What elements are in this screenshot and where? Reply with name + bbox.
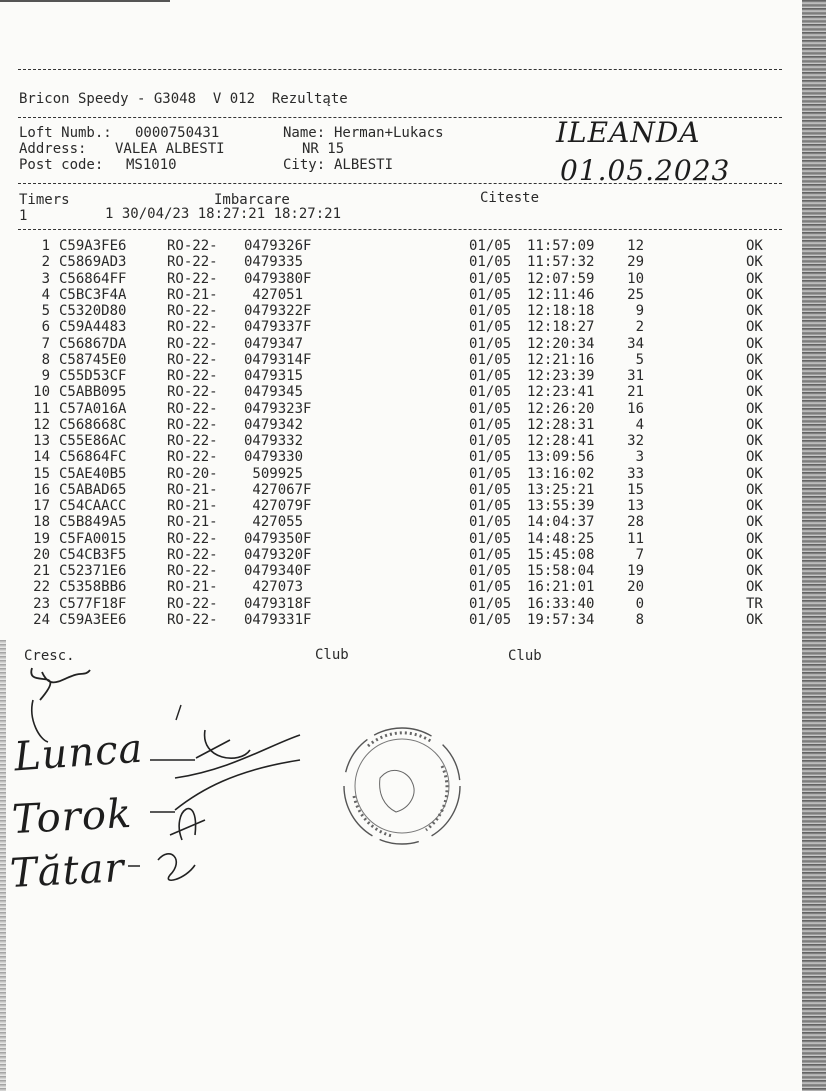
cell-num: 13 (627, 498, 644, 514)
cell-country: RO-21- (167, 286, 218, 303)
cell-num: 4 (635, 416, 644, 433)
cell-ring: C577F18F (59, 595, 127, 612)
cell-date: 01/05 (469, 514, 512, 531)
cell-status: OK (746, 498, 763, 514)
cell-code: 0479318F (244, 595, 312, 612)
cell-code: 0479332 (244, 433, 304, 449)
cell-status: OK (746, 481, 763, 498)
cell-status: OK (746, 303, 763, 319)
cell-date: 01/05 (469, 481, 512, 498)
cell-date: 01/05 (469, 368, 512, 384)
cell-country: RO-22- (167, 303, 218, 319)
cell-idx: 5 (41, 303, 50, 319)
address-label: Address: (19, 141, 87, 157)
cell-ring: C56867DA (59, 335, 127, 352)
cell-code: 427073 (244, 579, 304, 596)
cresc-label: Cresc. (24, 648, 75, 664)
cell-time: 12:18:27 (527, 319, 595, 336)
cell-idx: 6 (41, 319, 50, 336)
imbarcare-label: Imbarcare (214, 192, 290, 208)
cell-time: 13:09:56 (527, 449, 595, 466)
cell-status: OK (746, 400, 763, 417)
cell-ring: C5320D80 (59, 303, 127, 319)
cell-code: 427079F (244, 498, 312, 514)
cell-time: 16:21:01 (527, 579, 595, 596)
cell-status: OK (746, 286, 763, 303)
signature-name-1: Lunca (12, 725, 145, 781)
cell-ring: C5869AD3 (59, 254, 127, 271)
cell-ring: C5B849A5 (59, 514, 127, 531)
cell-num: 3 (635, 449, 644, 466)
cell-ring: C52371E6 (59, 563, 127, 579)
cell-date: 01/05 (469, 579, 512, 596)
cell-ring: C59A4483 (59, 319, 127, 336)
cell-date: 01/05 (469, 303, 512, 319)
citeste-label: Citeste (480, 190, 540, 206)
cell-date: 01/05 (469, 254, 512, 271)
cell-status: OK (746, 611, 763, 628)
cell-date: 01/05 (469, 270, 512, 287)
cell-idx: 23 (33, 595, 50, 612)
cell-ring: C59A3EE6 (59, 611, 127, 628)
cell-num: 9 (635, 303, 644, 319)
cell-code: 427051 (244, 286, 304, 303)
cell-time: 13:25:21 (527, 481, 595, 498)
cell-country: RO-21- (167, 579, 218, 596)
cell-idx: 15 (33, 465, 50, 482)
cell-code: 0479342 (244, 416, 304, 433)
cell-idx: 19 (33, 530, 50, 547)
club-label-1: Club (315, 647, 349, 663)
cell-idx: 11 (33, 400, 50, 417)
cell-ring: C5FA0015 (59, 530, 127, 547)
cell-date: 01/05 (469, 400, 512, 417)
cell-date: 01/05 (469, 384, 512, 401)
cell-idx: 3 (41, 270, 50, 287)
timers-label: Timers (19, 192, 70, 208)
cell-date: 01/05 (469, 416, 512, 433)
cell-status: OK (746, 514, 763, 531)
cell-idx: 1 (41, 238, 50, 254)
address-value: VALEA ALBESTI (115, 141, 225, 157)
cell-idx: 20 (33, 546, 50, 563)
cell-status: OK (746, 238, 763, 254)
post-value: MS1010 (126, 157, 177, 173)
cell-num: 8 (635, 611, 644, 628)
cell-status: OK (746, 319, 763, 336)
handwritten-date: 01.05.2023 (560, 154, 731, 187)
cell-status: OK (746, 530, 763, 547)
cell-ring: C57A016A (59, 400, 127, 417)
cell-code: 0479380F (244, 270, 312, 287)
cell-idx: 4 (41, 286, 50, 303)
cell-time: 15:58:04 (527, 563, 595, 579)
cell-num: 33 (627, 465, 644, 482)
cell-status: OK (746, 433, 763, 449)
cell-code: 427067F (244, 481, 312, 498)
cell-num: 15 (627, 481, 644, 498)
cell-idx: 17 (33, 498, 50, 514)
cell-code: 0479350F (244, 530, 312, 547)
cell-country: RO-22- (167, 611, 218, 628)
cell-num: 29 (627, 254, 644, 271)
cell-country: RO-22- (167, 595, 218, 612)
cell-time: 12:21:16 (527, 351, 595, 368)
cell-num: 25 (627, 286, 644, 303)
cell-num: 5 (635, 351, 644, 368)
cell-time: 11:57:32 (527, 254, 595, 271)
cell-code: 509925 (244, 465, 304, 482)
cell-code: 0479330 (244, 449, 304, 466)
cell-idx: 2 (41, 254, 50, 271)
handwritten-location: ILEANDA (556, 116, 701, 149)
cell-date: 01/05 (469, 238, 512, 254)
cell-idx: 24 (33, 611, 50, 628)
cell-date: 01/05 (469, 611, 512, 628)
cell-date: 01/05 (469, 351, 512, 368)
cell-time: 11:57:09 (527, 238, 595, 254)
cell-ring: C5ABAD65 (59, 481, 127, 498)
cell-num: 32 (627, 433, 644, 449)
cell-time: 15:45:08 (527, 546, 595, 563)
cell-num: 21 (627, 384, 644, 401)
cell-country: RO-22- (167, 416, 218, 433)
cell-country: RO-22- (167, 270, 218, 287)
cell-country: RO-22- (167, 563, 218, 579)
cell-ring: C568668C (59, 416, 127, 433)
cell-code: 0479320F (244, 546, 312, 563)
cell-ring: C59A3FE6 (59, 238, 127, 254)
cell-idx: 14 (33, 449, 50, 466)
cell-ring: C5ABB095 (59, 384, 127, 401)
cell-status: OK (746, 254, 763, 271)
loft-value: 0000750431 (135, 125, 220, 141)
cell-time: 12:26:20 (527, 400, 595, 417)
cell-num: 0 (635, 595, 644, 612)
cell-ring: C55E86AC (59, 433, 127, 449)
city-value: ALBESTI (334, 157, 394, 173)
cell-num: 12 (627, 238, 644, 254)
cell-date: 01/05 (469, 433, 512, 449)
name-label: Name: (283, 125, 326, 141)
cell-country: RO-22- (167, 400, 218, 417)
cell-idx: 22 (33, 579, 50, 596)
cell-num: 28 (627, 514, 644, 531)
cell-date: 01/05 (469, 286, 512, 303)
cell-code: 0479347 (244, 335, 304, 352)
cell-num: 2 (635, 319, 644, 336)
cell-status: OK (746, 335, 763, 352)
cell-date: 01/05 (469, 595, 512, 612)
cell-date: 01/05 (469, 335, 512, 352)
cell-idx: 10 (33, 384, 50, 401)
club-label-2: Club (508, 648, 542, 664)
cell-ring: C5AE40B5 (59, 465, 127, 482)
cell-country: RO-22- (167, 254, 218, 271)
cell-num: 16 (627, 400, 644, 417)
cell-code: 0479345 (244, 384, 304, 401)
cell-country: RO-22- (167, 351, 218, 368)
cell-num: 34 (627, 335, 644, 352)
cell-date: 01/05 (469, 465, 512, 482)
cell-code: 0479323F (244, 400, 312, 417)
cell-code: 0479322F (244, 303, 312, 319)
cell-date: 01/05 (469, 563, 512, 579)
cell-idx: 8 (41, 351, 50, 368)
cell-code: 427055 (244, 514, 304, 531)
cell-time: 13:16:02 (527, 465, 595, 482)
cell-ring: C5358BB6 (59, 579, 127, 596)
cell-date: 01/05 (469, 449, 512, 466)
cell-country: RO-22- (167, 530, 218, 547)
city-label: City: (283, 157, 326, 173)
cell-ring: C55D53CF (59, 368, 127, 384)
post-label: Post code: (19, 157, 104, 173)
cell-time: 14:04:37 (527, 514, 595, 531)
cell-time: 13:55:39 (527, 498, 595, 514)
cell-idx: 7 (41, 335, 50, 352)
cell-num: 7 (635, 546, 644, 563)
cell-country: RO-22- (167, 238, 218, 254)
timer-number: 1 (19, 208, 28, 224)
cell-num: 31 (627, 368, 644, 384)
cell-time: 12:28:31 (527, 416, 595, 433)
cell-status: OK (746, 416, 763, 433)
cell-code: 0479315 (244, 368, 304, 384)
cell-ring: C56864FF (59, 270, 127, 287)
cell-idx: 13 (33, 433, 50, 449)
signature-name-2: Torok (10, 790, 134, 844)
cell-country: RO-20- (167, 465, 218, 482)
cell-status: OK (746, 351, 763, 368)
cell-country: RO-22- (167, 319, 218, 336)
cell-ring: C56864FC (59, 449, 127, 466)
cell-time: 12:18:18 (527, 303, 595, 319)
cell-date: 01/05 (469, 546, 512, 563)
cell-idx: 12 (33, 416, 50, 433)
cell-time: 14:48:25 (527, 530, 595, 547)
cell-status: OK (746, 384, 763, 401)
cell-status: OK (746, 368, 763, 384)
cell-code: 0479331F (244, 611, 312, 628)
cell-idx: 9 (41, 368, 50, 384)
cell-time: 12:28:41 (527, 433, 595, 449)
cell-country: RO-22- (167, 546, 218, 563)
signature-name-3: Tătar (8, 845, 126, 897)
cell-status: OK (746, 579, 763, 596)
cell-time: 12:07:59 (527, 270, 595, 287)
cell-status: OK (746, 270, 763, 287)
cell-code: 0479337F (244, 319, 312, 336)
document-title: Bricon Speedy - G3048 V 012 Rezultąte (19, 91, 348, 107)
cell-code: 0479326F (244, 238, 312, 254)
nr-value: NR 15 (302, 141, 345, 157)
cell-num: 10 (627, 270, 644, 287)
cell-time: 12:11:46 (527, 286, 595, 303)
cell-country: RO-22- (167, 368, 218, 384)
cell-idx: 21 (33, 563, 50, 579)
cell-country: RO-21- (167, 481, 218, 498)
cell-country: RO-22- (167, 384, 218, 401)
cell-time: 12:23:39 (527, 368, 595, 384)
cell-code: 0479335 (244, 254, 304, 271)
cell-idx: 18 (33, 514, 50, 531)
cell-country: RO-21- (167, 514, 218, 531)
cell-time: 19:57:34 (527, 611, 595, 628)
cell-num: 20 (627, 579, 644, 596)
cell-time: 16:33:40 (527, 595, 595, 612)
cell-status: OK (746, 465, 763, 482)
cell-country: RO-22- (167, 433, 218, 449)
cell-time: 12:23:41 (527, 384, 595, 401)
name-value: Herman+Lukacs (334, 125, 444, 141)
cell-country: RO-21- (167, 498, 218, 514)
cell-code: 0479340F (244, 563, 312, 579)
cell-country: RO-22- (167, 335, 218, 352)
cell-ring: C54CAACC (59, 498, 127, 514)
cell-status: OK (746, 449, 763, 466)
cell-ring: C54CB3F5 (59, 546, 127, 563)
cell-status: OK (746, 563, 763, 579)
cell-status: TR (746, 595, 763, 612)
cell-date: 01/05 (469, 498, 512, 514)
cell-num: 11 (627, 530, 644, 547)
cell-status: OK (746, 546, 763, 563)
timer-value: 1 30/04/23 18:27:21 18:27:21 (105, 206, 342, 222)
cell-date: 01/05 (469, 319, 512, 336)
loft-label: Loft Numb.: (19, 125, 112, 141)
cell-idx: 16 (33, 481, 50, 498)
cell-ring: C5BC3F4A (59, 286, 127, 303)
cell-date: 01/05 (469, 530, 512, 547)
cell-code: 0479314F (244, 351, 312, 368)
cell-country: RO-22- (167, 449, 218, 466)
cell-ring: C58745E0 (59, 351, 127, 368)
cell-time: 12:20:34 (527, 335, 595, 352)
cell-num: 19 (627, 563, 644, 579)
